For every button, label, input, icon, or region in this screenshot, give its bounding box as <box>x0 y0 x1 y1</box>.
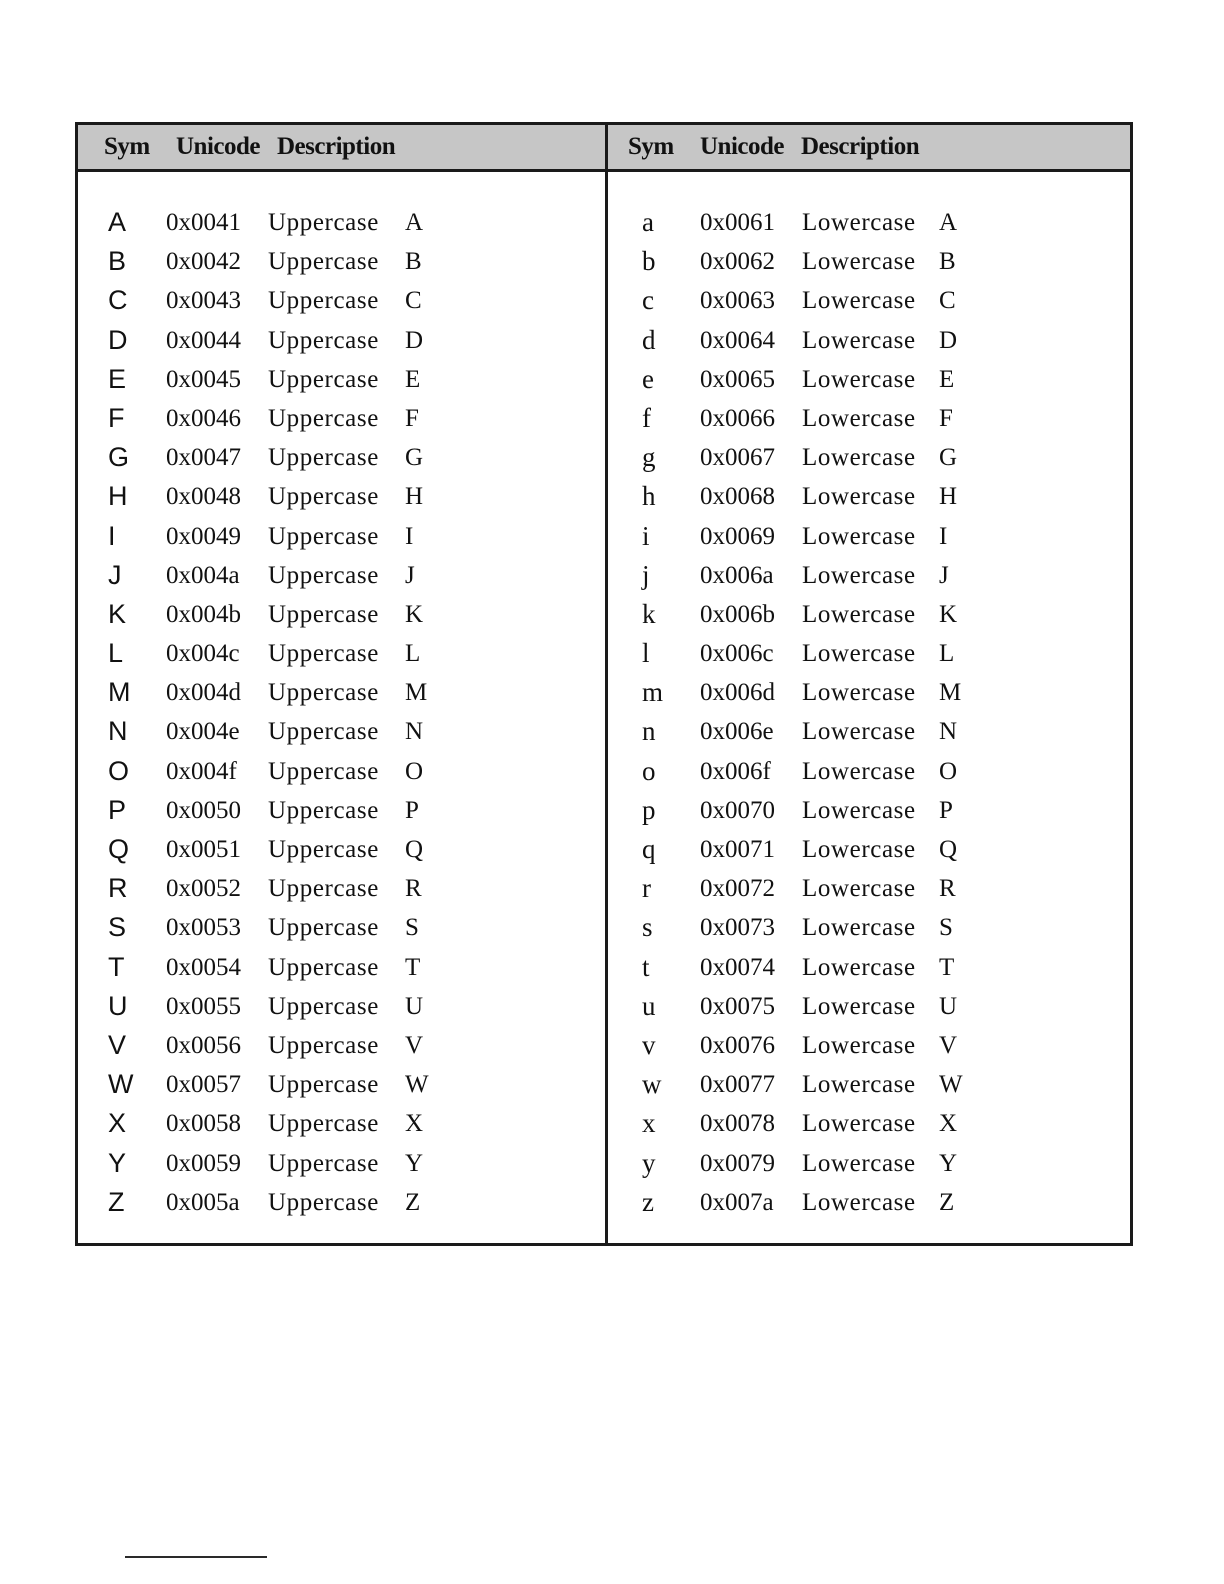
case-cell: Uppercase <box>268 600 379 628</box>
letter-cell: G <box>939 444 958 472</box>
letter-cell: S <box>405 914 419 942</box>
unicode-cell: 0x0077 <box>700 1071 775 1099</box>
uppercase-rows <box>78 203 605 1222</box>
unicode-cell: 0x0043 <box>166 287 241 315</box>
letter-cell: D <box>939 326 958 354</box>
case-cell: Lowercase <box>802 209 916 236</box>
header-sym: Sym <box>104 133 150 160</box>
table-row <box>608 1104 1135 1143</box>
letter-cell: P <box>405 796 419 824</box>
letter-cell: Z <box>405 1188 421 1216</box>
letter-cell: U <box>405 992 424 1020</box>
case-cell: Lowercase <box>802 1071 916 1099</box>
table-row <box>608 595 1135 634</box>
table-row <box>608 948 1135 987</box>
symbol-cell: u <box>642 990 656 1021</box>
table-row <box>78 203 605 242</box>
table-row <box>78 438 605 477</box>
unicode-cell: 0x0053 <box>166 914 241 942</box>
symbol-cell: N <box>108 716 128 747</box>
letter-cell: N <box>939 718 958 746</box>
header-description: Description <box>801 133 920 160</box>
case-cell: Uppercase <box>268 444 379 472</box>
uppercase-column <box>78 125 605 1243</box>
table-row <box>608 752 1135 791</box>
letter-cell: G <box>405 444 424 472</box>
table-row <box>78 1144 605 1183</box>
letter-cell: O <box>939 757 958 785</box>
table-row <box>78 752 605 791</box>
unicode-cell: 0x006e <box>700 718 774 746</box>
case-cell: Lowercase <box>802 679 916 707</box>
unicode-cell: 0x0061 <box>700 209 775 236</box>
letter-cell: Q <box>405 836 424 863</box>
table-row <box>78 556 605 595</box>
letter-cell: E <box>405 365 421 393</box>
symbol-cell: X <box>108 1108 127 1139</box>
letter-cell: R <box>405 875 422 903</box>
table-row <box>608 830 1135 869</box>
case-cell: Uppercase <box>268 287 379 315</box>
table-row <box>608 203 1135 242</box>
symbol-cell: J <box>108 559 122 590</box>
symbol-cell: P <box>108 794 127 825</box>
table-row <box>78 1026 605 1065</box>
symbol-cell: q <box>642 834 656 864</box>
symbol-cell: M <box>108 677 131 708</box>
unicode-cell: 0x0045 <box>166 365 241 393</box>
case-cell: Uppercase <box>268 914 379 942</box>
table-row <box>78 1104 605 1143</box>
unicode-cell: 0x007a <box>700 1188 774 1216</box>
letter-cell: A <box>405 209 424 236</box>
unicode-cell: 0x0071 <box>700 836 775 863</box>
letter-cell: F <box>405 404 419 432</box>
symbol-cell: Y <box>108 1147 127 1178</box>
symbol-cell: G <box>108 442 130 473</box>
table-row <box>78 281 605 320</box>
symbol-cell: E <box>108 363 127 394</box>
symbol-cell: f <box>642 402 651 433</box>
letter-cell: F <box>939 404 953 432</box>
table-row <box>608 1026 1135 1065</box>
letter-cell: P <box>939 796 953 824</box>
letter-cell: T <box>405 953 421 981</box>
case-cell: Lowercase <box>802 561 916 589</box>
table-row <box>78 634 605 673</box>
symbol-cell: S <box>108 912 127 943</box>
letter-cell: X <box>939 1110 958 1138</box>
unicode-cell: 0x0041 <box>166 209 241 236</box>
symbol-cell: c <box>642 285 654 316</box>
table-row <box>608 1183 1135 1222</box>
case-cell: Lowercase <box>802 757 916 785</box>
table-row <box>78 517 605 556</box>
unicode-cell: 0x0049 <box>166 522 241 550</box>
table-row <box>78 948 605 987</box>
unicode-cell: 0x0065 <box>700 365 775 393</box>
table-row <box>78 791 605 830</box>
case-cell: Uppercase <box>268 1031 379 1059</box>
table-row <box>78 360 605 399</box>
case-cell: Lowercase <box>802 1188 916 1216</box>
letter-cell: J <box>939 561 949 589</box>
unicode-cell: 0x006f <box>700 757 771 785</box>
letter-cell: I <box>939 522 948 550</box>
unicode-cell: 0x0075 <box>700 992 775 1020</box>
symbol-cell: T <box>108 951 125 982</box>
lowercase-column <box>608 125 1135 1243</box>
table-row <box>608 869 1135 908</box>
table-row <box>608 281 1135 320</box>
symbol-cell: U <box>108 990 128 1021</box>
letter-cell: T <box>939 953 955 981</box>
unicode-cell: 0x0070 <box>700 796 775 824</box>
table-row <box>608 908 1135 947</box>
unicode-cell: 0x0059 <box>166 1149 241 1177</box>
symbol-cell: k <box>642 598 656 629</box>
case-cell: Lowercase <box>802 444 916 472</box>
table-row <box>78 242 605 281</box>
table-row <box>608 673 1135 712</box>
case-cell: Uppercase <box>268 561 379 589</box>
symbol-cell: s <box>642 912 653 943</box>
unicode-cell: 0x006a <box>700 561 774 589</box>
letter-cell: E <box>939 365 955 393</box>
table-row <box>78 869 605 908</box>
unicode-cell: 0x0047 <box>166 444 241 472</box>
case-cell: Lowercase <box>802 640 916 668</box>
symbol-cell: C <box>108 285 128 316</box>
case-cell: Lowercase <box>802 718 916 746</box>
case-cell: Uppercase <box>268 679 379 707</box>
case-cell: Uppercase <box>268 757 379 785</box>
letter-cell: W <box>939 1071 963 1099</box>
letter-cell: S <box>939 914 953 942</box>
case-cell: Lowercase <box>802 836 916 863</box>
letter-cell: U <box>939 992 958 1020</box>
symbol-cell: r <box>642 873 651 904</box>
symbol-cell: H <box>108 481 128 512</box>
table-row <box>608 634 1135 673</box>
table-row <box>608 399 1135 438</box>
letter-cell: N <box>405 718 424 746</box>
table-row <box>78 1183 605 1222</box>
letter-cell: O <box>405 757 424 785</box>
table-row <box>608 712 1135 751</box>
letter-cell: H <box>939 483 958 511</box>
unicode-cell: 0x0058 <box>166 1110 241 1138</box>
symbol-cell: O <box>108 755 130 786</box>
table-row <box>78 908 605 947</box>
unicode-cell: 0x0042 <box>166 248 241 276</box>
case-cell: Lowercase <box>802 796 916 824</box>
symbol-cell: b <box>642 246 656 277</box>
unicode-cell: 0x004f <box>166 757 237 785</box>
unicode-cell: 0x0054 <box>166 953 241 981</box>
symbol-cell: Q <box>108 834 130 864</box>
symbol-cell: K <box>108 598 127 629</box>
header-description: Description <box>277 133 396 160</box>
table-row <box>608 438 1135 477</box>
unicode-cell: 0x0056 <box>166 1031 241 1059</box>
symbol-cell: n <box>642 716 656 747</box>
symbol-cell: o <box>642 755 656 786</box>
letter-cell: V <box>939 1031 958 1059</box>
table-row <box>608 242 1135 281</box>
symbol-cell: V <box>108 1029 127 1060</box>
table-row <box>608 556 1135 595</box>
unicode-cell: 0x0074 <box>700 953 775 981</box>
case-cell: Uppercase <box>268 640 379 668</box>
table-row <box>78 1065 605 1104</box>
case-cell: Uppercase <box>268 248 379 276</box>
unicode-cell: 0x0055 <box>166 992 241 1020</box>
symbol-cell: v <box>642 1029 656 1060</box>
table-row <box>608 477 1135 516</box>
letter-cell: L <box>939 640 955 668</box>
letter-cell: J <box>405 561 415 589</box>
case-cell: Lowercase <box>802 522 916 550</box>
letter-cell: Z <box>939 1188 955 1216</box>
unicode-cell: 0x0076 <box>700 1031 775 1059</box>
unicode-cell: 0x004a <box>166 561 240 589</box>
case-cell: Uppercase <box>268 796 379 824</box>
case-cell: Uppercase <box>268 836 379 863</box>
letter-cell: M <box>939 679 962 707</box>
case-cell: Uppercase <box>268 483 379 511</box>
case-cell: Lowercase <box>802 914 916 942</box>
case-cell: Uppercase <box>268 1149 379 1177</box>
letter-cell: B <box>405 248 422 276</box>
table-row <box>78 321 605 360</box>
table-row <box>78 987 605 1026</box>
letter-cell: K <box>939 600 958 628</box>
table-row <box>608 517 1135 556</box>
unicode-cell: 0x004d <box>166 679 241 707</box>
letter-cell: B <box>939 248 956 276</box>
header-unicode: Unicode <box>700 133 784 160</box>
case-cell: Uppercase <box>268 1188 379 1216</box>
letter-cell: Y <box>405 1149 424 1177</box>
symbol-cell: Z <box>108 1186 125 1217</box>
unicode-cell: 0x005a <box>166 1188 240 1216</box>
symbol-cell: a <box>642 207 654 237</box>
case-cell: Uppercase <box>268 992 379 1020</box>
letter-cell: Q <box>939 836 958 863</box>
unicode-cell: 0x0066 <box>700 404 775 432</box>
unicode-cell: 0x0078 <box>700 1110 775 1138</box>
table-row <box>608 321 1135 360</box>
unicode-cell: 0x006d <box>700 679 775 707</box>
case-cell: Lowercase <box>802 953 916 981</box>
case-cell: Lowercase <box>802 404 916 432</box>
table-row <box>78 595 605 634</box>
unicode-cell: 0x0073 <box>700 914 775 942</box>
symbol-cell: D <box>108 324 128 355</box>
header-sym: Sym <box>628 133 674 160</box>
symbol-cell: d <box>642 324 656 355</box>
symbol-cell: I <box>108 520 116 551</box>
table-row <box>78 712 605 751</box>
symbol-cell: L <box>108 638 124 669</box>
case-cell: Uppercase <box>268 953 379 981</box>
case-cell: Uppercase <box>268 522 379 550</box>
unicode-cell: 0x0057 <box>166 1071 241 1099</box>
unicode-cell: 0x004c <box>166 640 240 668</box>
unicode-cell: 0x0044 <box>166 326 241 354</box>
unicode-cell: 0x0068 <box>700 483 775 511</box>
lowercase-rows <box>608 203 1135 1222</box>
case-cell: Uppercase <box>268 1071 379 1099</box>
table-row <box>608 987 1135 1026</box>
character-table <box>75 122 1133 1246</box>
unicode-cell: 0x0063 <box>700 287 775 315</box>
symbol-cell: g <box>642 442 656 473</box>
table-row <box>78 399 605 438</box>
symbol-cell: h <box>642 481 656 512</box>
case-cell: Lowercase <box>802 483 916 511</box>
symbol-cell: w <box>642 1069 662 1100</box>
symbol-cell: R <box>108 873 128 904</box>
symbol-cell: z <box>642 1186 654 1217</box>
letter-cell: D <box>405 326 424 354</box>
letter-cell: C <box>405 287 422 315</box>
footnote-rule <box>125 1556 267 1558</box>
letter-cell: A <box>939 209 958 236</box>
unicode-cell: 0x0052 <box>166 875 241 903</box>
unicode-cell: 0x004b <box>166 600 241 628</box>
letter-cell: K <box>405 600 424 628</box>
symbol-cell: m <box>642 677 664 708</box>
table-row <box>608 360 1135 399</box>
case-cell: Lowercase <box>802 992 916 1020</box>
table-row <box>608 791 1135 830</box>
case-cell: Lowercase <box>802 600 916 628</box>
table-row <box>78 830 605 869</box>
letter-cell: Y <box>939 1149 958 1177</box>
symbol-cell: B <box>108 246 127 277</box>
letter-cell: W <box>405 1071 429 1099</box>
symbol-cell: A <box>108 207 127 237</box>
table-row <box>78 673 605 712</box>
unicode-cell: 0x0064 <box>700 326 775 354</box>
unicode-cell: 0x0062 <box>700 248 775 276</box>
case-cell: Uppercase <box>268 1110 379 1138</box>
table-row <box>608 1065 1135 1104</box>
letter-cell: C <box>939 287 956 315</box>
symbol-cell: x <box>642 1108 656 1139</box>
unicode-cell: 0x0048 <box>166 483 241 511</box>
case-cell: Uppercase <box>268 718 379 746</box>
case-cell: Lowercase <box>802 1110 916 1138</box>
unicode-cell: 0x0046 <box>166 404 241 432</box>
case-cell: Uppercase <box>268 365 379 393</box>
case-cell: Lowercase <box>802 1149 916 1177</box>
table-row <box>78 477 605 516</box>
case-cell: Lowercase <box>802 287 916 315</box>
symbol-cell: j <box>642 559 650 590</box>
letter-cell: R <box>939 875 956 903</box>
letter-cell: V <box>405 1031 424 1059</box>
case-cell: Lowercase <box>802 326 916 354</box>
unicode-cell: 0x0079 <box>700 1149 775 1177</box>
case-cell: Uppercase <box>268 209 379 236</box>
letter-cell: L <box>405 640 421 668</box>
letter-cell: X <box>405 1110 424 1138</box>
case-cell: Uppercase <box>268 326 379 354</box>
symbol-cell: t <box>642 951 650 982</box>
case-cell: Lowercase <box>802 248 916 276</box>
symbol-cell: W <box>108 1069 134 1100</box>
unicode-cell: 0x0067 <box>700 444 775 472</box>
case-cell: Uppercase <box>268 404 379 432</box>
symbol-cell: l <box>642 638 650 669</box>
symbol-cell: F <box>108 402 125 433</box>
symbol-cell: y <box>642 1147 656 1178</box>
table-row <box>608 1144 1135 1183</box>
unicode-cell: 0x006b <box>700 600 775 628</box>
unicode-cell: 0x0050 <box>166 796 241 824</box>
case-cell: Uppercase <box>268 875 379 903</box>
symbol-cell: e <box>642 363 654 394</box>
unicode-cell: 0x0069 <box>700 522 775 550</box>
letter-cell: M <box>405 679 428 707</box>
symbol-cell: p <box>642 794 656 825</box>
letter-cell: H <box>405 483 424 511</box>
case-cell: Lowercase <box>802 365 916 393</box>
symbol-cell: i <box>642 520 650 551</box>
case-cell: Lowercase <box>802 1031 916 1059</box>
header-unicode: Unicode <box>176 133 260 160</box>
unicode-cell: 0x004e <box>166 718 240 746</box>
unicode-cell: 0x006c <box>700 640 774 668</box>
case-cell: Lowercase <box>802 875 916 903</box>
unicode-cell: 0x0051 <box>166 836 241 863</box>
letter-cell: I <box>405 522 414 550</box>
unicode-cell: 0x0072 <box>700 875 775 903</box>
